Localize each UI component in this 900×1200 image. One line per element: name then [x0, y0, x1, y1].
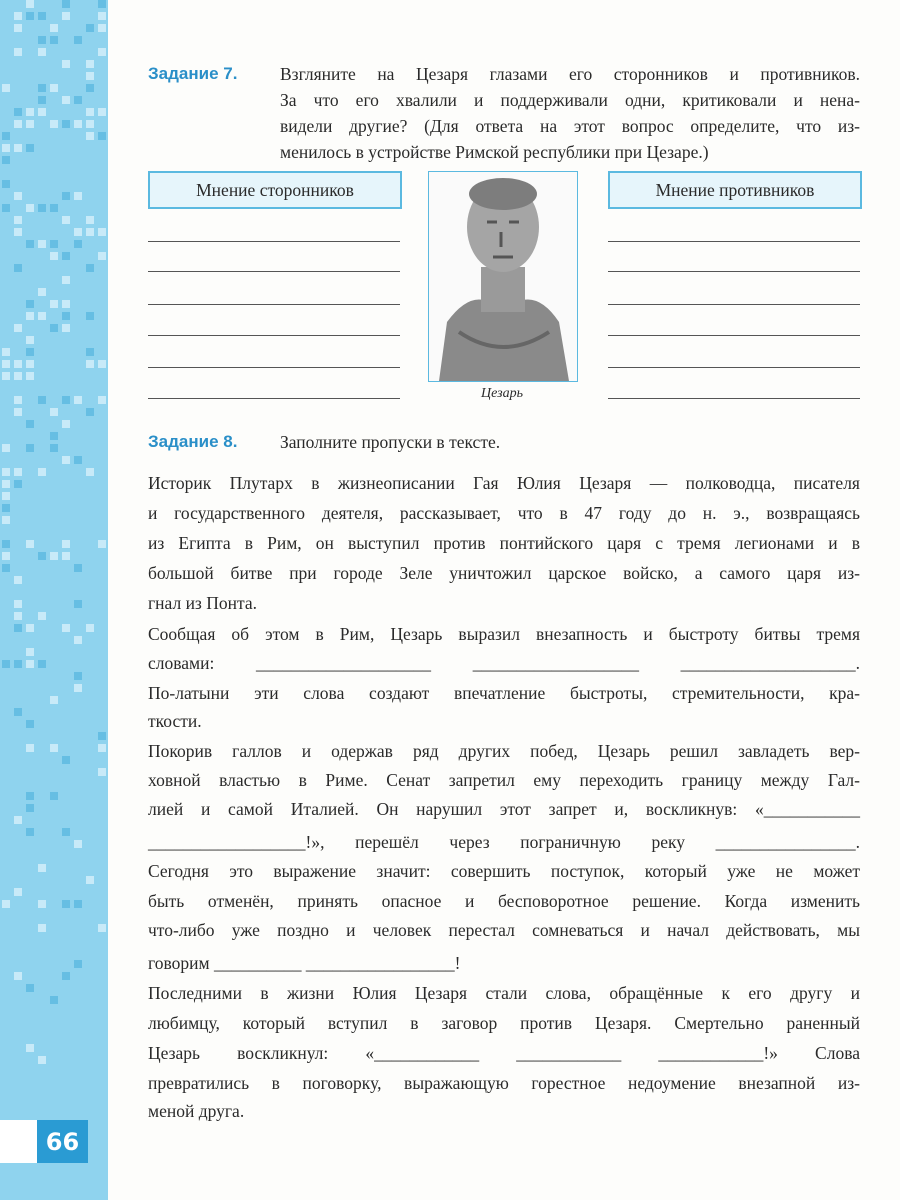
- mosaic-tile: [62, 0, 70, 8]
- mosaic-tile: [98, 360, 106, 368]
- mosaic-tile: [26, 348, 34, 356]
- mosaic-tile: [98, 924, 106, 932]
- mosaic-tile: [50, 744, 58, 752]
- mosaic-tile: [2, 504, 10, 512]
- mosaic-tile: [2, 360, 10, 368]
- decorative-side-band: [0, 0, 108, 1200]
- mosaic-tile: [26, 420, 34, 428]
- mosaic-tile: [14, 600, 22, 608]
- task7-label: Задание 7.: [148, 64, 238, 83]
- caesar-bust-image: [428, 171, 578, 382]
- mosaic-tile: [62, 120, 70, 128]
- mosaic-tile: [38, 1056, 46, 1064]
- mosaic-tile: [14, 624, 22, 632]
- mosaic-tile: [26, 540, 34, 548]
- task8-label: Задание 8.: [148, 432, 238, 451]
- mosaic-tile: [86, 348, 94, 356]
- mosaic-tile: [50, 24, 58, 32]
- mosaic-tile: [14, 108, 22, 116]
- mosaic-tile: [38, 612, 46, 620]
- mosaic-tile: [14, 576, 22, 584]
- mosaic-tile: [86, 216, 94, 224]
- answer-line[interactable]: [608, 367, 860, 368]
- mosaic-tile: [26, 444, 34, 452]
- task8-text-line: меной друга.: [148, 1101, 245, 1121]
- mosaic-tile: [74, 36, 82, 44]
- mosaic-tile: [26, 120, 34, 128]
- mosaic-tile: [38, 96, 46, 104]
- task7-text-line: менилось в устройстве Римской республики при Цезаре.): [280, 142, 709, 162]
- mosaic-tile: [74, 672, 82, 680]
- mosaic-tile: [26, 108, 34, 116]
- mosaic-tile: [26, 240, 34, 248]
- mosaic-tile: [26, 204, 34, 212]
- mosaic-tile: [50, 120, 58, 128]
- mosaic-tile: [26, 828, 34, 836]
- mosaic-tile: [74, 900, 82, 908]
- mosaic-tile: [74, 600, 82, 608]
- mosaic-tile: [62, 972, 70, 980]
- mosaic-tile: [98, 228, 106, 236]
- task8-text-line: гнал из Понта.: [148, 593, 257, 613]
- task8-instruction: Заполните пропуски в тексте.: [280, 432, 501, 452]
- task8-text-line: из Египта в Рим, он выступил против понтийского царя с тремя легионами и в: [148, 533, 860, 553]
- mosaic-tile: [62, 192, 70, 200]
- mosaic-tile: [86, 108, 94, 116]
- mosaic-tile: [50, 84, 58, 92]
- task8-text-line[interactable]: Цезарь воскликнул: «____________ ____________ ____________!» Слова: [148, 1043, 860, 1063]
- mosaic-tile: [14, 192, 22, 200]
- mosaic-tile: [74, 96, 82, 104]
- mosaic-tile: [50, 792, 58, 800]
- mosaic-tile: [26, 984, 34, 992]
- mosaic-tile: [14, 468, 22, 476]
- mosaic-tile: [98, 768, 106, 776]
- mosaic-tile: [86, 120, 94, 128]
- task8-text-line: любимцу, который вступил в заговор против Цезаря. Смертельно раненный: [148, 1013, 860, 1033]
- mosaic-tile: [62, 828, 70, 836]
- mosaic-tile: [26, 360, 34, 368]
- mosaic-tile: [50, 252, 58, 260]
- mosaic-tile: [50, 324, 58, 332]
- mosaic-tile: [26, 1044, 34, 1052]
- mosaic-tile: [98, 252, 106, 260]
- task8-text-line: Сообщая об этом в Рим, Цезарь выразил внезапность и быстроту битвы тремя: [148, 624, 860, 644]
- task8-text-line: превратились в поговорку, выражающую горестное недоумение внезапной из-: [148, 1073, 860, 1093]
- mosaic-tile: [14, 12, 22, 20]
- mosaic-tile: [98, 732, 106, 740]
- task8-text-line: Последними в жизни Юлия Цезаря стали слова, обращённые к его другу и: [148, 983, 860, 1003]
- mosaic-tile: [62, 60, 70, 68]
- mosaic-tile: [74, 240, 82, 248]
- mosaic-tile: [98, 108, 106, 116]
- task8-text-line: ткости.: [148, 711, 202, 731]
- mosaic-tile: [62, 252, 70, 260]
- mosaic-tile: [2, 444, 10, 452]
- mosaic-tile: [98, 0, 106, 8]
- mosaic-tile: [26, 660, 34, 668]
- mosaic-tile: [14, 888, 22, 896]
- mosaic-tile: [26, 804, 34, 812]
- mosaic-tile: [50, 996, 58, 1004]
- task8-text-line: быть отменён, принять опасное и бесповоротное решение. Когда изменить: [148, 891, 860, 911]
- mosaic-tile: [38, 108, 46, 116]
- mosaic-tile: [14, 612, 22, 620]
- mosaic-tile: [50, 432, 58, 440]
- mosaic-tile: [38, 924, 46, 932]
- mosaic-tile: [62, 396, 70, 404]
- mosaic-tile: [2, 492, 10, 500]
- mosaic-tile: [26, 792, 34, 800]
- mosaic-tile: [38, 240, 46, 248]
- mosaic-tile: [26, 12, 34, 20]
- task8-text-line: и государственного деятеля, рассказывает, что в 47 году до н. э., возвращаясь: [148, 503, 860, 523]
- mosaic-tile: [62, 456, 70, 464]
- mosaic-tile: [26, 0, 34, 8]
- mosaic-tile: [62, 216, 70, 224]
- answer-line[interactable]: [148, 271, 400, 272]
- mosaic-tile: [62, 420, 70, 428]
- mosaic-tile: [38, 864, 46, 872]
- mosaic-tile: [14, 48, 22, 56]
- mosaic-tile: [38, 468, 46, 476]
- mosaic-tile: [50, 240, 58, 248]
- mosaic-tile: [86, 84, 94, 92]
- mosaic-tile: [26, 648, 34, 656]
- mosaic-tile: [74, 456, 82, 464]
- answer-line[interactable]: [608, 304, 860, 305]
- mosaic-tile: [2, 348, 10, 356]
- mosaic-tile: [50, 552, 58, 560]
- mosaic-tile: [2, 84, 10, 92]
- task8-text-line: ховной властью в Риме. Сенат запретил ему переходить границу между Гал-: [148, 770, 860, 790]
- mosaic-tile: [38, 48, 46, 56]
- mosaic-tile: [98, 24, 106, 32]
- mosaic-tile: [26, 720, 34, 728]
- mosaic-tile: [2, 180, 10, 188]
- mosaic-tile: [74, 684, 82, 692]
- task7-text-line: Взгляните на Цезаря глазами его сторонников и противников.: [280, 64, 860, 84]
- mosaic-tile: [2, 468, 10, 476]
- mosaic-tile: [62, 552, 70, 560]
- mosaic-tile: [74, 228, 82, 236]
- mosaic-tile: [26, 300, 34, 308]
- mosaic-tile: [14, 216, 22, 224]
- task8-text-line[interactable]: лией и самой Италией. Он нарушил этот запрет и, воскликнув: «___________: [148, 799, 860, 819]
- mosaic-tile: [50, 36, 58, 44]
- mosaic-tile: [86, 228, 94, 236]
- supporters-header: Мнение сторонников: [148, 171, 402, 209]
- mosaic-tile: [38, 204, 46, 212]
- mosaic-tile: [2, 372, 10, 380]
- mosaic-tile: [14, 324, 22, 332]
- mosaic-tile: [62, 324, 70, 332]
- mosaic-tile: [14, 708, 22, 716]
- mosaic-tile: [2, 552, 10, 560]
- mosaic-tile: [2, 132, 10, 140]
- mosaic-tile: [14, 144, 22, 152]
- mosaic-tile: [98, 396, 106, 404]
- page-number: 66: [37, 1120, 88, 1163]
- mosaic-tile: [50, 408, 58, 416]
- mosaic-tile: [50, 444, 58, 452]
- mosaic-tile: [38, 36, 46, 44]
- mosaic-tile: [26, 372, 34, 380]
- answer-line[interactable]: [148, 367, 400, 368]
- mosaic-tile: [14, 660, 22, 668]
- mosaic-tile: [14, 360, 22, 368]
- mosaic-tile: [74, 960, 82, 968]
- mosaic-tile: [98, 540, 106, 548]
- mosaic-tile: [2, 516, 10, 524]
- mosaic-tile: [14, 264, 22, 272]
- answer-line[interactable]: [148, 241, 400, 242]
- mosaic-tile: [14, 396, 22, 404]
- answer-line[interactable]: [608, 335, 860, 336]
- task8-text-line[interactable]: говорим __________ _________________!: [148, 953, 461, 973]
- mosaic-tile: [74, 396, 82, 404]
- task8-text-line[interactable]: словами: ____________________ ___________________ ____________________.: [148, 653, 860, 673]
- mosaic-tile: [62, 540, 70, 548]
- mosaic-tile: [86, 264, 94, 272]
- mosaic-tile: [38, 84, 46, 92]
- mosaic-tile: [50, 300, 58, 308]
- mosaic-tile: [62, 312, 70, 320]
- mosaic-tile: [2, 900, 10, 908]
- mosaic-tile: [74, 120, 82, 128]
- mosaic-tile: [62, 756, 70, 764]
- mosaic-tile: [26, 744, 34, 752]
- mosaic-tile: [38, 12, 46, 20]
- image-caption: Цезарь: [481, 386, 523, 401]
- mosaic-tile: [62, 96, 70, 104]
- mosaic-tile: [62, 624, 70, 632]
- page-number-tab: [0, 1120, 37, 1163]
- mosaic-tile: [14, 816, 22, 824]
- mosaic-tile: [14, 24, 22, 32]
- mosaic-tile: [74, 564, 82, 572]
- mosaic-tile: [86, 624, 94, 632]
- task8-text-line: Покорив галлов и одержав ряд других побед, Цезарь решил завладеть вер-: [148, 741, 860, 761]
- mosaic-tile: [98, 132, 106, 140]
- mosaic-tile: [26, 312, 34, 320]
- mosaic-tile: [2, 660, 10, 668]
- mosaic-tile: [2, 156, 10, 164]
- mosaic-tile: [74, 840, 82, 848]
- mosaic-tile: [14, 480, 22, 488]
- mosaic-tile: [14, 972, 22, 980]
- mosaic-tile: [62, 900, 70, 908]
- mosaic-tile: [50, 696, 58, 704]
- mosaic-tile: [38, 288, 46, 296]
- opponents-header: Мнение противников: [608, 171, 862, 209]
- mosaic-tile: [62, 276, 70, 284]
- mosaic-tile: [26, 144, 34, 152]
- mosaic-tile: [98, 12, 106, 20]
- answer-line[interactable]: [608, 398, 860, 399]
- answer-line[interactable]: [608, 241, 860, 242]
- answer-line[interactable]: [608, 271, 860, 272]
- mosaic-tile: [2, 480, 10, 488]
- mosaic-tile: [74, 192, 82, 200]
- mosaic-tile: [26, 336, 34, 344]
- answer-line[interactable]: [148, 398, 400, 399]
- mosaic-tile: [26, 624, 34, 632]
- mosaic-tile: [2, 144, 10, 152]
- mosaic-tile: [14, 120, 22, 128]
- mosaic-tile: [98, 48, 106, 56]
- mosaic-tile: [2, 564, 10, 572]
- mosaic-tile: [38, 552, 46, 560]
- mosaic-tile: [98, 744, 106, 752]
- mosaic-tile: [14, 408, 22, 416]
- mosaic-tile: [38, 396, 46, 404]
- mosaic-tile: [14, 228, 22, 236]
- task8-text-line: большой битве при городе Зеле уничтожил царское войско, а самого царя из-: [148, 563, 860, 583]
- mosaic-tile: [50, 204, 58, 212]
- mosaic-tile: [38, 660, 46, 668]
- task8-text-line: Историк Плутарх в жизнеописании Гая Юлия Цезаря — полководца, писателя: [148, 473, 860, 493]
- mosaic-tile: [86, 24, 94, 32]
- mosaic-tile: [2, 540, 10, 548]
- mosaic-tile: [38, 312, 46, 320]
- mosaic-tile: [86, 72, 94, 80]
- task8-text-line: что-либо уже поздно и человек перестал сомневаться и начал действовать, мы: [148, 920, 860, 940]
- mosaic-tile: [86, 876, 94, 884]
- mosaic-tile: [62, 300, 70, 308]
- task7-text-line: За что его хвалили и поддерживали одни, критиковали и нена-: [280, 90, 860, 110]
- task8-text-line: По-латыни эти слова создают впечатление быстроты, стремительности, кра-: [148, 683, 860, 703]
- mosaic-tile: [86, 468, 94, 476]
- mosaic-tile: [86, 312, 94, 320]
- task7-text-line: видели другие? (Для ответа на этот вопрос определите, что из-: [280, 116, 860, 136]
- mosaic-tile: [38, 900, 46, 908]
- mosaic-tile: [86, 408, 94, 416]
- mosaic-tile: [74, 636, 82, 644]
- task8-text-line: Сегодня это выражение значит: совершить поступок, который уже не может: [148, 861, 860, 881]
- mosaic-tile: [14, 372, 22, 380]
- answer-line[interactable]: [148, 335, 400, 336]
- mosaic-tile: [86, 360, 94, 368]
- answer-line[interactable]: [148, 304, 400, 305]
- mosaic-tile: [86, 60, 94, 68]
- mosaic-tile: [62, 12, 70, 20]
- mosaic-tile: [2, 204, 10, 212]
- task8-text-line[interactable]: __________________!», перешёл через пограничную реку ________________.: [148, 832, 860, 852]
- mosaic-tile: [86, 132, 94, 140]
